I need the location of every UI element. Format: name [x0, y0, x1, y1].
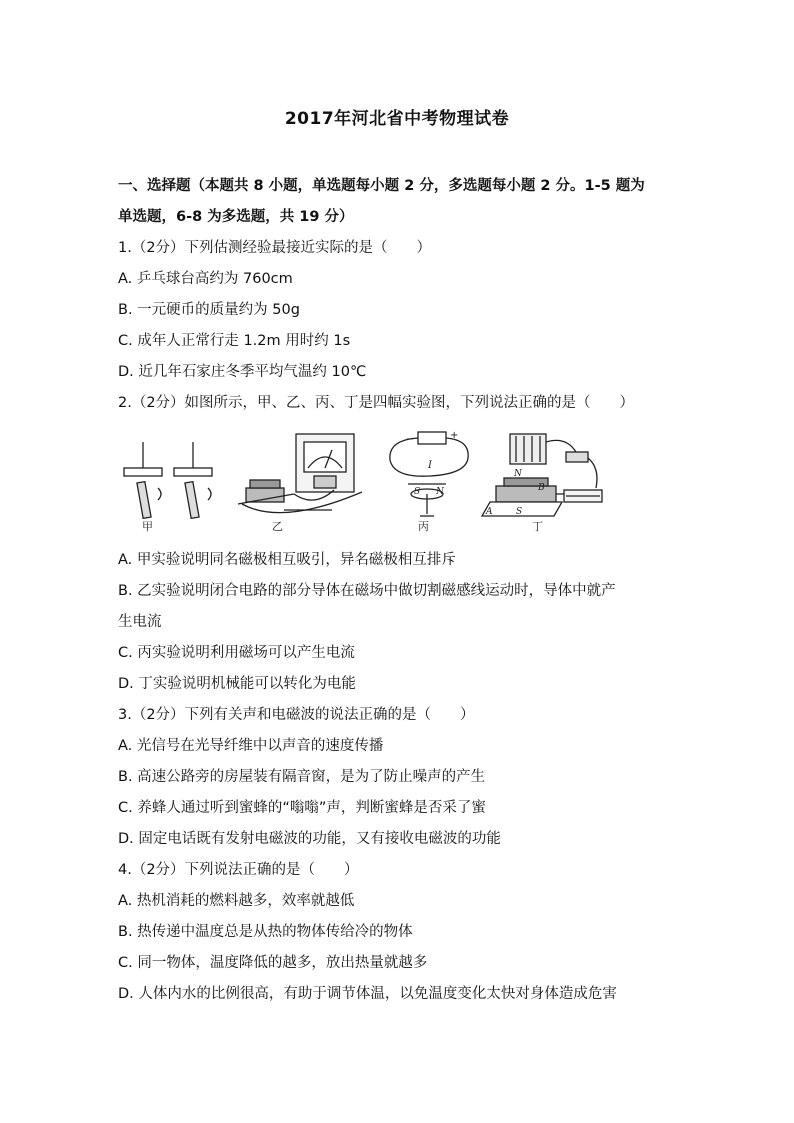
question-4-option-b: B. 热传递中温度总是从热的物体传给冷的物体	[118, 924, 413, 940]
figure-mark-s: S	[516, 507, 523, 517]
figure-label-ding: 丁	[532, 520, 543, 533]
question-1-option-c: C. 成年人正常行走 1.2m 用时约 1s	[118, 333, 351, 349]
question-2-option-b-cont: 生电流	[118, 614, 162, 630]
figure-bing-oersted	[390, 430, 468, 516]
question-3-option-b: B. 高速公路旁的房屋装有隔音窗，是为了防止噪声的产生	[118, 769, 486, 785]
question-1-option-a: A. 乒乓球台高约为 760cm	[118, 271, 293, 287]
question-1-option-d: D. 近几年石家庄冬季平均气温约 10℃	[118, 364, 367, 380]
question-2-option-a: A. 甲实验说明同名磁极相互吸引，异名磁极相互排斥	[118, 552, 456, 568]
question-2-option-d: D. 丁实验说明机械能可以转化为电能	[118, 676, 356, 692]
question-3-option-a: A. 光信号在光导纤维中以声音的速度传播	[118, 738, 384, 754]
question-4-option-a: A. 热机消耗的燃料越多，效率就越低	[118, 893, 355, 909]
question-3-option-c: C. 养蜂人通过听到蜜蜂的“嗡嗡”声，判断蜜蜂是否采了蜜	[118, 800, 486, 816]
question-1-stem: 1.（2分）下列估测经验最接近实际的是（ ）	[118, 240, 432, 256]
figure-mark-current: I	[428, 460, 432, 471]
figure-yi-galvanometer	[238, 434, 362, 513]
section-heading-line2: 单选题，6-8 为多选题，共 19 分）	[118, 209, 354, 225]
figure-mark-a: A	[486, 507, 493, 517]
question-1-option-b: B. 一元硬币的质量约为 50g	[118, 302, 300, 318]
figure-mark-n: N	[514, 469, 522, 479]
figure-mark-compass-n: N	[436, 487, 444, 497]
section-heading-line1: 一、选择题（本题共 8 小题，单选题每小题 2 分，多选题每小题 2 分。1-5 题为	[118, 178, 645, 194]
question-2-figure	[118, 424, 604, 536]
figure-ding-motor	[482, 434, 602, 516]
svg-text:+: +	[450, 430, 459, 441]
question-4-option-c: C. 同一物体，温度降低的越多，放出热量就越多	[118, 955, 428, 971]
figure-jia-magnets	[124, 442, 212, 518]
question-2-option-b: B. 乙实验说明闭合电路的部分导体在磁场中做切割磁感线运动时，导体中就产	[118, 583, 616, 599]
figure-mark-b: B	[538, 483, 545, 493]
figure-label-yi: 乙	[272, 520, 283, 533]
figure-label-bing: 丙	[418, 520, 429, 533]
figure-mark-compass-s: S	[414, 487, 421, 497]
question-3-option-d: D. 固定电话既有发射电磁波的功能，又有接收电磁波的功能	[118, 831, 501, 847]
question-2-stem: 2.（2分）如图所示，甲、乙、丙、丁是四幅实验图，下列说法正确的是（ ）	[118, 395, 635, 411]
question-4-stem: 4.（2分）下列说法正确的是（ ）	[118, 862, 359, 878]
question-3-stem: 3.（2分）下列有关声和电磁波的说法正确的是（ ）	[118, 707, 475, 723]
page-title: 2017年河北省中考物理试卷	[284, 109, 510, 129]
svg-text:−: −	[406, 434, 415, 445]
question-4-option-d: D. 人体内水的比例很高，有助于调节体温，以免温度变化太快对身体造成危害	[118, 986, 617, 1002]
figure-label-jia: 甲	[142, 520, 153, 533]
question-2-option-c: C. 丙实验说明利用磁场可以产生电流	[118, 645, 355, 661]
